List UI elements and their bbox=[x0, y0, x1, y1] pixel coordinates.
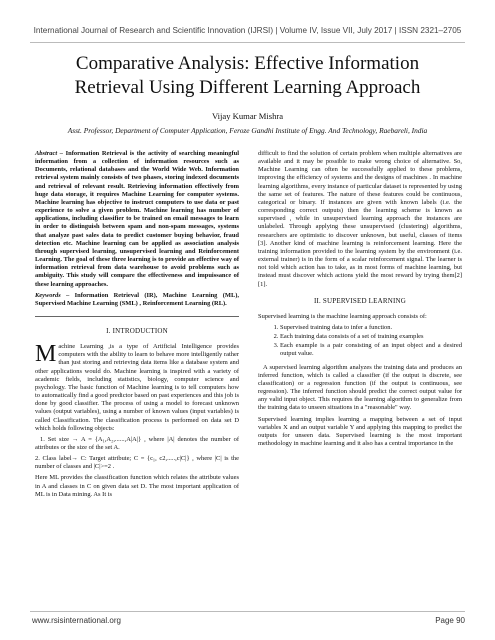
footer-divider bbox=[30, 611, 465, 612]
intro-paragraph-1 bbox=[35, 343, 239, 433]
list-item: 2. Each training data consists of a set of training examples bbox=[280, 333, 462, 341]
list-item: 1. Supervised training data to infer a function. bbox=[280, 324, 462, 332]
page-number: Page 90 bbox=[435, 616, 465, 625]
right-column bbox=[258, 150, 462, 451]
keywords-text: Information Retrieval (IR), Machine Learning (ML), Supervised Machine Learning (SML) , Reinforcement Learning (RL). bbox=[35, 291, 240, 307]
author-name: Vijay Kumar Mishra bbox=[211, 111, 284, 121]
keywords bbox=[35, 292, 239, 308]
section-heading-introduction: I. INTRODUCTION bbox=[106, 326, 168, 335]
title-line-1: Comparative Analysis: Effective Information bbox=[75, 53, 420, 74]
set-size-definition: 1. Set size → A = {A₁,A₂,......,A|A|} , where |A| denotes the number of attributes or the size of the set A. bbox=[35, 435, 239, 451]
abstract bbox=[35, 150, 239, 289]
title-line-2: Retrieval Using Different Learning Approach bbox=[74, 77, 421, 98]
paper-title bbox=[30, 52, 465, 100]
intro-paragraph-2: Here ML provides the classification function which relates the attribute values in A and classes in C on given data set D. The most important application of ML is in Data mining. As It is bbox=[35, 474, 239, 498]
list-item: 3. Each example is a pair consisting of an input object and a desired output value. bbox=[280, 342, 462, 358]
intro-paragraph-1-text: achine Learning ,is a type of Artificial Intelligence provides computers with the ability to learn to behave more intelligently rather than just storing and retrieving data items like a database system and other applications would do. Machine learning is inspired with a variety of academic fields, including statistics, biology, computer science and psychology. The basic function of Machine learning is to tell computers how to automatically find a good predictor based on past experiences and this job is done by good classifier. The process of using a model to forecast unknown values (output variables), using a number of known values (input variables) is called Classification. The classification process is performed on data set D which holds following objects: bbox=[35, 343, 239, 432]
class-label-definition: 2. Class label→ C: Target attribute; C = {c₁, c2,.....,c|C|} , where |C| is the number of classes and |C|>=2 . bbox=[35, 455, 239, 471]
abstract-divider bbox=[35, 316, 239, 317]
supervised-paragraph-2: Supervised learning implies learning a mapping between a set of input variables X and an output variable Y and applying this mapping to predict the outputs for unseen data. Supervised learning is the most important methodology in machine learning and it also has a central importance in the bbox=[258, 415, 462, 447]
running-head: International Journal of Research and Scientific Innovation (IJRSI) | Volume IV, Issue VII, July 2017 | ISSN 2321–2705 bbox=[33, 26, 462, 35]
header-divider bbox=[30, 42, 465, 43]
abstract-text: Information Retrieval is the activity of searching meaningful information from a collection of information resources such as Documents, relational databases and the World Wide Web. Information retrieval system mainly consists of two phases, storing indexed documents and retrieval of relevant result. Retrieving information effectively from huge data storage, it requires Machine Learning for computer systems. Machine learning has objective to instruct computers to use data or past experience to solve a given problem. Machine learning has number of applications, including classifier to be trained on email messages to learn in order to distinguish between spam and non-spam messages, systems that analyze past sales data to predict customer buying behavior, fraud detection etc. Machine learning can be applied as association analysis through supervised learning, unsupervised learning and Reinforcement Learning. The goal of these three learning is to provide an effective way of information retrieval from data warehouse to avoid problems such as ambiguity. This study will compare the effectiveness and impuissance of these learning approaches. bbox=[35, 150, 239, 288]
footer-website-link[interactable]: www.rsisinternational.org bbox=[32, 616, 121, 625]
supervised-intro: Supervised learning is the machine learning approach consists of: bbox=[258, 312, 427, 320]
right-paragraph-1: difficult to find the solution of certain problem when multiple alternatives are available and it may be possible to make wrong choice of alternative. So, Machine Learning can often be successfully applied to these problems, improving the efficiency of systems and the designs of machines . In machine learning algorithms, every instance of particular dataset is represented by using the same set of features. The nature of these features could be continuous, categorical or binary. If instances are given with known labels (i.e. the corresponding correct outputs) then the learning scheme is known as supervised , while in unsupervised learning approach the instances are unlabeled. Through applying these unsupervised (clustering) algorithms, researchers are optimistic to discover unknown, but useful, classes of items [3]. Another kind of machine learning is reinforcement learning. Here the training information provided to the learning system by the environment (i.e. external trainer) is in the form of a scalar reinforcement signal. The learner is not told which action has to take, as in most forms of machine learning, but instead must discover which actions yield the most reward by trying them[2][1]. bbox=[258, 150, 462, 288]
author-affiliation: Asst. Professor, Department of Computer Application, Feroze Gandhi Institute of Engg. And Technology, Raebareli, India bbox=[67, 126, 428, 135]
section-heading-supervised-learning: II. SUPERVISED LEARNING bbox=[313, 296, 407, 305]
left-column bbox=[35, 150, 239, 502]
keywords-label: Keywords – bbox=[35, 291, 70, 299]
supervised-list bbox=[258, 324, 462, 359]
abstract-label: Abstract – bbox=[35, 150, 64, 157]
supervised-paragraph-1: A supervised learning algorithm analyzes the training data and produces an inferred function, which is called a classifier (if the output is discrete, see classification) or a regression function (if the output is continuous, see regression). The inferred function should predict the correct output value for any valid input object. This requires the learning algorithm to generalize from the training data to unseen situations in a "reasonable" way. bbox=[258, 363, 462, 412]
drop-cap: M bbox=[35, 341, 57, 368]
